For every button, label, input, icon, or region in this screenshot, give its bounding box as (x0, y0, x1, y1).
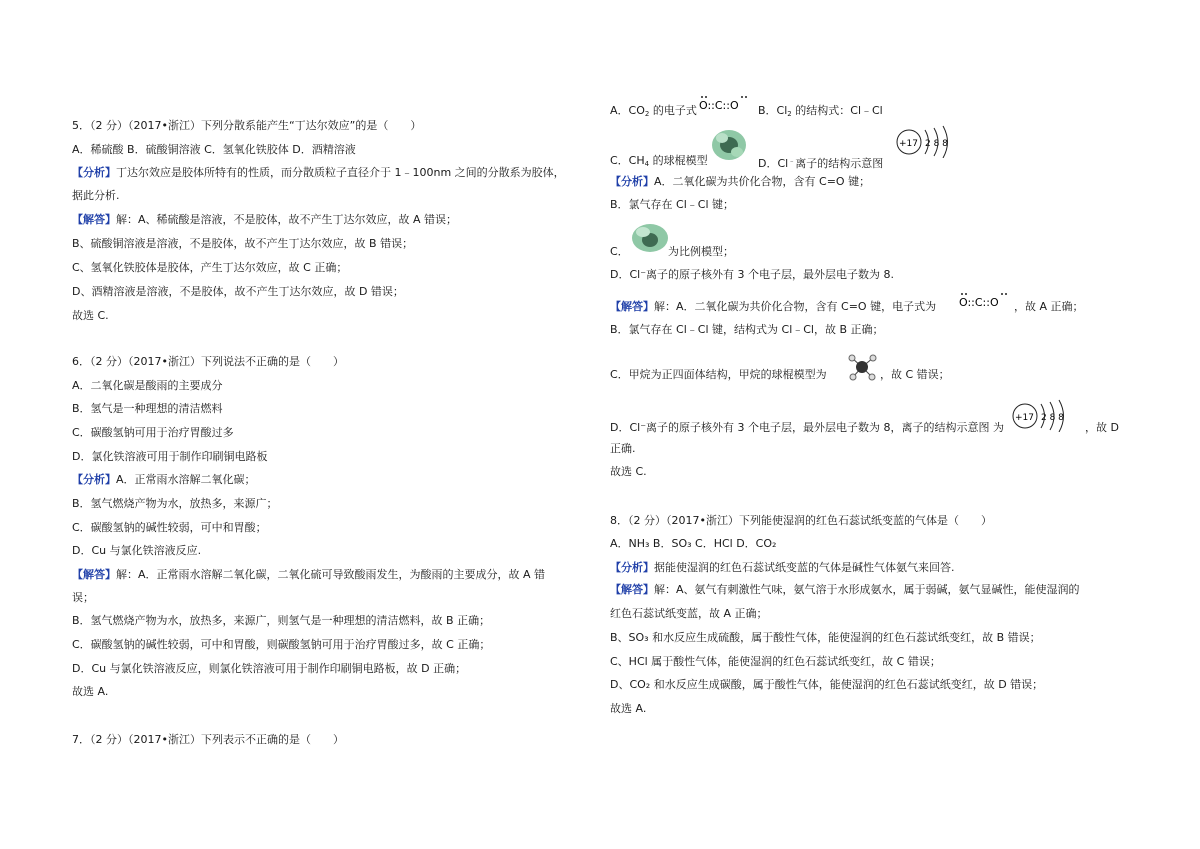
q6-answer-line1: 【解答】解：A．正常雨水溶解二氧化碳，二氧化硫可导致酸雨发生，为酸雨的主要成分，故 A 错 (72, 568, 546, 581)
svg-text:2 8 8: 2 8 8 (1041, 413, 1064, 423)
q6-option-a: A．二氧化碳是酸雨的主要成分 (72, 379, 223, 392)
q5-answer-line5: 故选 C. (72, 309, 109, 322)
co2-electron-formula-inline (958, 290, 1012, 312)
answer-tag: 【解答】 (72, 213, 116, 226)
q8-answer-line2: 红色石蕊试纸变蓝，故 A 正确； (610, 607, 768, 620)
q7-analysis-line1: 【分析】A．二氧化碳为共价化合物，含有 C=O 键； (610, 175, 871, 188)
q5-analysis-line2: 据此分析. (72, 189, 120, 202)
methane-ball-stick-figure (846, 352, 878, 382)
q7-option-a: A．$CO_2$ 的电子式 (610, 104, 697, 118)
analysis-tag: 【分析】 (610, 175, 654, 188)
q7-answer-line5: 正确. (610, 442, 636, 455)
q8-answer-line5: D、CO₂ 和水反应生成碳酸，属于酸性气体，能使湿润的红色石蕊试纸变红，故 D 错误； (610, 678, 1044, 691)
q6-analysis-line3: C．碳酸氢钠的碱性较弱，可中和胃酸； (72, 521, 267, 534)
q7-option-c: C．$CH_4$ 的球棍模型 (610, 154, 708, 168)
q7-option-d: D．Cl﹣离子的结构示意图 (758, 157, 884, 170)
q8-answer-line3: B、SO₃ 和水反应生成硫酸，属于酸性气体，能使湿润的红色石蕊试纸变红，故 B 错误； (610, 631, 1041, 644)
svg-text:2 8 8: 2 8 8 (925, 139, 948, 149)
q6-answer-line5: D．Cu 与氯化铁溶液反应，则氯化铁溶液可用于制作印刷铜电路板，故 D 正确； (72, 662, 467, 675)
q7-analysis-line3: C． (610, 245, 629, 258)
q5-answer-line2: B、硫酸铜溶液是溶液，不是胶体，故不产生丁达尔效应，故 B 错误； (72, 237, 414, 250)
q8-answer-line4: C、HCl 属于酸性气体，能使湿润的红色石蕊试纸变红，故 C 错误； (610, 655, 941, 668)
q7-analysis-line4: D．Cl⁻离子的原子核外有 3 个电子层，最外层电子数为 8. (610, 268, 894, 281)
analysis-tag: 【分析】 (72, 473, 116, 486)
q5-answer-line4: D、酒精溶液是溶液，不是胶体，故不产生丁达尔效应，故 D 错误； (72, 285, 404, 298)
q6-option-b: B．氢气是一种理想的清洁燃料 (72, 402, 223, 415)
space-filling-model-figure (630, 221, 670, 255)
q5-options: A．稀硫酸 B．硫酸铜溶液 C．氢氧化铁胶体 D．酒精溶液 (72, 143, 356, 156)
svg-text:+17: +17 (899, 139, 918, 149)
q6-answer-line3: B．氢气燃烧产物为水，放热多，来源广，则氢气是一种理想的清洁燃料，故 B 正确； (72, 614, 491, 627)
svg-text:+17: +17 (1015, 413, 1034, 423)
q7-answer-line1-tail: ，故 A 正确； (1014, 300, 1084, 313)
q7-answer-line6: 故选 C. (610, 465, 647, 478)
answer-tag: 【解答】 (610, 300, 654, 313)
q6-answer-line6: 故选 A. (72, 685, 109, 698)
q6-analysis-line1: 【分析】A．正常雨水溶解二氧化碳； (72, 473, 256, 486)
analysis-tag: 【分析】 (72, 166, 116, 179)
svg-text:O::C::O: O::C::O (959, 296, 999, 309)
q7-answer-line3: C．甲烷为正四面体结构，甲烷的球棍模型为 (610, 368, 827, 381)
chloride-ion-diagram-inline (1010, 398, 1080, 432)
q5-answer-line3: C、氢氧化铁胶体是胶体，产生丁达尔效应，故 C 正确； (72, 261, 348, 274)
q8-analysis-line1: 【分析】据能使湿润的红色石蕊试纸变蓝的气体是碱性气体氨气来回答. (610, 561, 955, 574)
q6-option-c: C．碳酸氢钠可用于治疗胃酸过多 (72, 426, 234, 439)
q6-stem: 6．（2 分）（2017•浙江）下列说法不正确的是（ ） (72, 355, 344, 368)
analysis-tag: 【分析】 (610, 561, 654, 574)
q6-answer-line4: C．碳酸氢钠的碱性较弱，可中和胃酸，则碳酸氢钠可用于治疗胃酸过多，故 C 正确； (72, 638, 491, 651)
q7-analysis-line2: B．氯气存在 Cl﹣Cl 键； (610, 198, 735, 211)
q7-answer-line2: B．氯气存在 Cl﹣Cl 键，结构式为 Cl﹣Cl，故 B 正确； (610, 323, 884, 336)
answer-tag: 【解答】 (72, 568, 116, 581)
q5-analysis-line1: 【分析】丁达尔效应是胶体所特有的性质，而分散质粒子直径介于 1﹣100nm 之间的分散系为胶体， (72, 166, 565, 179)
co2-formula-text: O::C::O (699, 99, 739, 112)
q8-answer-line1: 【解答】解：A、氨气有刺激性气味，氨气溶于水形成氨水，属于弱碱，氨气显碱性，能使湿润的 (610, 583, 1080, 596)
q8-answer-line6: 故选 A. (610, 702, 647, 715)
q8-options: A．NH₃ B．SO₃ C．HCl D．CO₂ (610, 537, 777, 550)
q8-stem: 8．（2 分）（2017•浙江）下列能使湿润的红色石蕊试纸变蓝的气体是（ ） (610, 514, 992, 527)
q7-answer-line3-tail: ，故 C 错误； (880, 368, 950, 381)
q5-stem: 5．（2 分）（2017•浙江）下列分散系能产生“丁达尔效应”的是（ ） (72, 119, 422, 132)
chloride-ion-diagram (894, 124, 964, 158)
methane-model-figure (710, 128, 748, 162)
q5-answer-line1: 【解答】解：A、稀硫酸是溶液，不是胶体，故不产生丁达尔效应，故 A 错误； (72, 213, 458, 226)
q6-analysis-line4: D．Cu 与氯化铁溶液反应. (72, 544, 202, 557)
answer-tag: 【解答】 (610, 583, 654, 596)
co2-electron-formula-figure (698, 93, 752, 115)
q7-stem: 7．（2 分）（2017•浙江）下列表示不正确的是（ ） (72, 733, 344, 746)
q7-answer-line4-tail: ，故 D (1085, 421, 1119, 434)
q6-option-d: D．氯化铁溶液可用于制作印刷铜电路板 (72, 450, 268, 463)
q6-analysis-line2: B．氢气燃烧产物为水，放热多，来源广； (72, 497, 278, 510)
q7-answer-line4: D．Cl⁻离子的原子核外有 3 个电子层，最外层电子数为 8，离子的结构示意图 为 (610, 421, 1004, 434)
q6-answer-line2: 误； (72, 591, 94, 604)
q7-option-b: B．$Cl_2$ 的结构式：Cl﹣Cl (758, 104, 883, 118)
q7-analysis-line3-tail: 为比例模型； (668, 245, 734, 258)
q7-answer-line1: 【解答】解：A．二氧化碳为共价化合物，含有 C=O 键，电子式为 (610, 300, 937, 313)
